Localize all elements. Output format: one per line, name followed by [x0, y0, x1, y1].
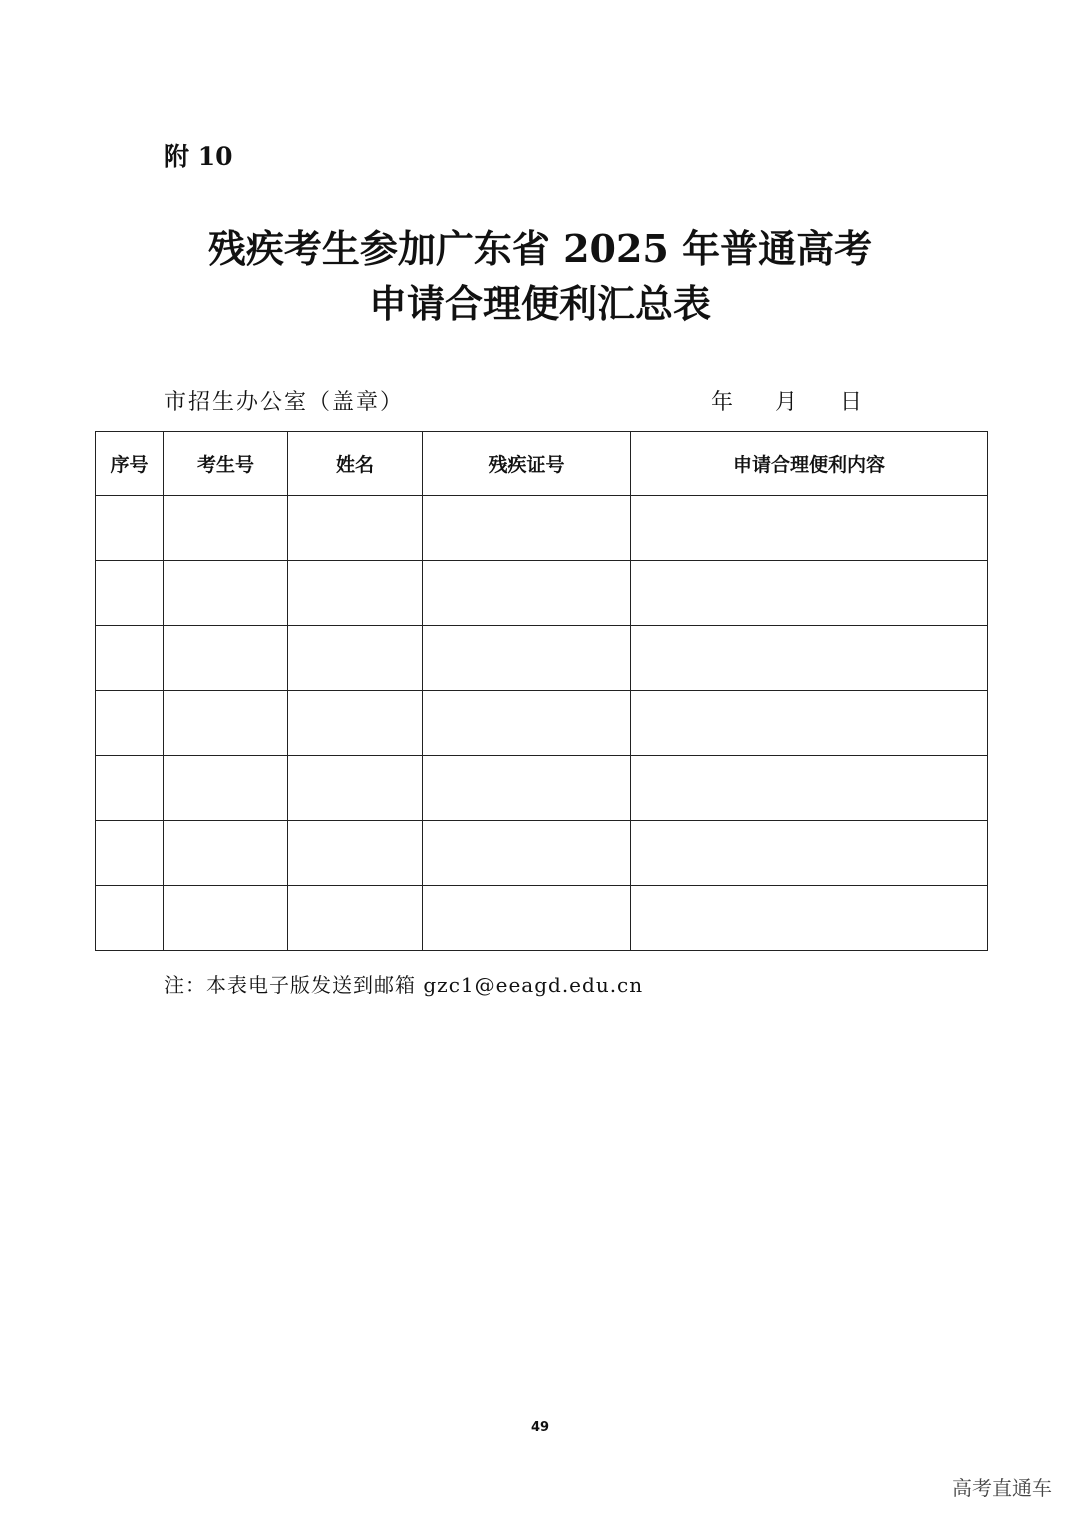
table-cell[interactable] — [288, 496, 423, 561]
table-row — [96, 496, 988, 561]
table-cell[interactable] — [631, 626, 988, 691]
header-name: 姓名 — [288, 432, 423, 496]
table-cell[interactable] — [631, 691, 988, 756]
table-row — [96, 756, 988, 821]
annex-label: 附 10 — [164, 142, 233, 171]
table-cell[interactable] — [288, 756, 423, 821]
date-month-label: 月 — [775, 390, 798, 415]
table-cell[interactable] — [423, 756, 631, 821]
table-cell[interactable] — [96, 821, 164, 886]
table-cell[interactable] — [631, 756, 988, 821]
date-year-label: 年 — [711, 390, 734, 415]
email-note: 注：本表电子版发送到邮箱 gzc1@eeagd.edu.cn — [164, 973, 644, 997]
table-cell[interactable] — [164, 691, 288, 756]
table-cell[interactable] — [96, 626, 164, 691]
table-cell[interactable] — [423, 496, 631, 561]
table-cell[interactable] — [164, 886, 288, 951]
table-cell[interactable] — [423, 821, 631, 886]
table-cell[interactable] — [423, 691, 631, 756]
table-cell[interactable] — [164, 626, 288, 691]
table-cell[interactable] — [631, 496, 988, 561]
table-cell[interactable] — [423, 626, 631, 691]
table-cell[interactable] — [164, 561, 288, 626]
page-number: 49 — [530, 1420, 550, 1435]
table-cell[interactable] — [631, 886, 988, 951]
table-row — [96, 886, 988, 951]
table-cell[interactable] — [288, 886, 423, 951]
table-cell[interactable] — [631, 561, 988, 626]
table-cell[interactable] — [288, 561, 423, 626]
table-cell[interactable] — [96, 496, 164, 561]
table-cell[interactable] — [423, 561, 631, 626]
table-cell[interactable] — [96, 691, 164, 756]
header-disability-certificate: 残疾证号 — [423, 432, 631, 496]
table-cell[interactable] — [164, 756, 288, 821]
page-title-line1: 残疾考生参加广东省 2025 年普通高考 — [207, 226, 873, 271]
header-exam-number: 考生号 — [164, 432, 288, 496]
header-serial-number: 序号 — [96, 432, 164, 496]
table-row — [96, 691, 988, 756]
table-cell[interactable] — [164, 821, 288, 886]
page-title-line2: 申请合理便利汇总表 — [368, 281, 711, 326]
office-seal-label: 市招生办公室（盖章） — [164, 390, 405, 415]
table-cell[interactable] — [96, 756, 164, 821]
table-cell[interactable] — [288, 691, 423, 756]
table-cell[interactable] — [288, 821, 423, 886]
table-cell[interactable] — [96, 561, 164, 626]
table-row — [96, 561, 988, 626]
table-row — [96, 626, 988, 691]
table-cell[interactable] — [96, 886, 164, 951]
table-cell[interactable] — [631, 821, 988, 886]
table-cell[interactable] — [288, 626, 423, 691]
date-day-label: 日 — [840, 390, 863, 415]
watermark-text: 高考直通车 — [952, 1476, 1052, 1500]
table-cell[interactable] — [164, 496, 288, 561]
table-header-row — [96, 432, 988, 496]
header-accommodation-request: 申请合理便利内容 — [631, 432, 988, 496]
summary-table — [95, 431, 988, 951]
table-cell[interactable] — [423, 886, 631, 951]
table-row — [96, 821, 988, 886]
